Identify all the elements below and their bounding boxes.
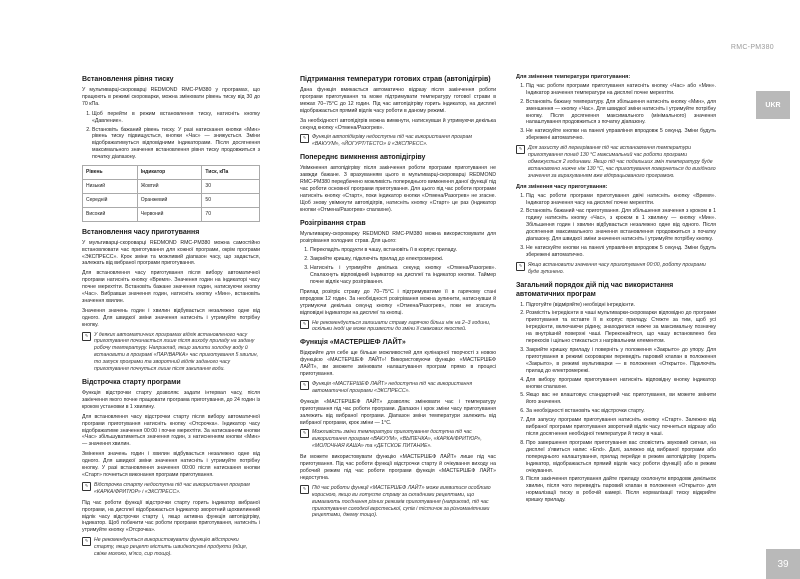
list-item: 2. Встановіть бажану температуру. Для збільшення натисніть кнопку «Мин», для зменшення — кнопку «Час». Для швидкої зміни натисніть і утримуйте потрібну кнопку. Після досягнення максимального (мінімального) значення налаштування продовжиться з початку діапазону.	[526, 99, 716, 127]
table-header: Індикатор	[137, 166, 202, 180]
note-text: Функція «МАСТЕРШЕФ ЛАЙТ» недоступна під час використання автоматичної програми «ЭКСПРЕСС».	[312, 381, 473, 394]
paragraph: Змінення значень годин і хвилин відбувається незалежно одне від одного. Для швидкої зміни значення натисніть і утримуйте потрібну кнопку. У разі встановлення значення 00:00 після натискання кнопки «Старт» почнеться виконання програми приготування.	[82, 451, 260, 478]
note	[516, 145, 716, 180]
note-text: Можливість зміни температури приготування доступна під час використання програм «ВАКУУМ», «ВЫПЕЧКА», «КАРКА/ФРИТЮР», «МОЛОЧНАЯ КАША» та «ДЕТСКОЕ ПИТАНИЕ».	[312, 429, 482, 450]
list-item: 7. Для запуску програми приготування натисніть кнопку «Старт». Залежно від вибраної програми приготування зворотний відлік часу почнеться відразу або після досягнення необхідної температури й тиску в чаші.	[526, 417, 716, 438]
list-item: 4. Для вибору програми приготування натисніть відповідну кнопку індикатор кнопки спалахне.	[526, 377, 716, 391]
note-icon: ✎	[300, 485, 309, 494]
table-row	[83, 193, 260, 207]
paragraph: Функція відстрочки старту дозволяє задати інтервал часу, після закінчення якого почне працювати програма приготування, до 24 годин із кроком установки в 1 хвилину.	[82, 390, 260, 410]
section-title: Розігрівання страв	[300, 219, 366, 227]
column-1	[82, 70, 260, 562]
paragraph: Прилад розігріє страву до 70–75°С і підтримуватиме її в гарячому стані впродовж 12 годин. За необхідності розігрівання можна зупинити, натиснувши й утримуючи декілька секунд кнопку «Отмена/Разогрев», поки не згаснуть відповідні індикатори на дисплеї та кнопці.	[300, 288, 496, 316]
note-icon: ✎	[300, 429, 309, 438]
note-text: Функція автопідігріву недоступна під час використання програм «ВАКУУМ», «ЙОГУРТ/ТЕСТО» й «ЭКСПРЕСС».	[312, 134, 472, 148]
list-item: 1. Під час роботи програми приготування двічі натисніть кнопку «Время». Індикатор значення часу на дисплеї почне мерехтіти.	[526, 193, 716, 207]
note-icon: ✎	[82, 482, 91, 491]
section-title: Встановлення часу приготування	[82, 228, 200, 236]
list-item: 1. Щоб перейти в режим встановлення тиску, натисніть кнопку «Давление».	[92, 111, 260, 125]
table-cell: Червоний	[137, 207, 202, 221]
section-title: Підтримання температури готових страв (автопідігрів)	[300, 76, 491, 83]
list-item: 2. Встановіть бажаний час приготування. Для збільшення значення з кроком в 1 годину натисніть кнопку «Час», з кроком в 1 хвилину — кнопку «Мин». Збільшення годин і хвилин відбувається незалежно одне від одного. Після досягнення максимального значення встановлення продовжиться з початку діапазону. Для швидкої зміни значення натисніть і утримуйте потрібну кнопку.	[526, 208, 716, 243]
table-header: Рівень	[83, 166, 138, 180]
column-3	[516, 70, 716, 507]
section-title: Попереднє вимкнення автопідігріву	[300, 154, 426, 162]
note-icon: ✎	[300, 320, 309, 329]
note-text: Не рекомендується залишати страву гарячою більш ніж на 2–3 години, оскільки іноді це може призвести до зміни її смакових якостей.	[312, 319, 491, 333]
list-item: 1. Перекладіть продукти в чашу, встановіть її в корпус приладу.	[310, 247, 496, 254]
page-header	[0, 0, 800, 62]
list-item: 2. Встановіть бажаний рівень тиску. У разі натискання кнопки «Мин» рівень тиску підвищується, кнопки «Час» — знижується. Зміни відображатимуться відповідними індикаторами. Після досягнення максимального значення встановлення рівня тиску продовжиться з початку діапазону.	[92, 127, 260, 162]
list-item: 1. Під час роботи програми приготування натисніть кнопку «Час» або «Мин». Індикатор значення температури на дисплеї почне мерехтіти.	[526, 83, 716, 97]
note-icon: ✎	[516, 262, 525, 271]
paragraph: Мультиварку-скороварку REDMOND RMC-PM380 можна використовувати для розігрівання холодних страв. Для цього:	[300, 230, 496, 244]
note	[300, 381, 496, 395]
table-cell: 70	[202, 207, 260, 221]
section-title: Відстрочка старту програми	[82, 379, 181, 386]
list-item: 3. Не натискуйте кнопки на панелі управління впродовж 5 секунд. Зміни будуть збережені автоматично.	[526, 128, 716, 142]
language-tab: UKR	[756, 91, 790, 119]
note-text: Для захисту від перегрівання під час встановлення температури приготування понад 130 °С максимальний час роботи програми обмежується 2 годинами. Якщо під час подальших змін температуру буде встановлено нижче ніж 130 °С, час приготування повернеться до вихідного значення за вирахуванням вже відпрацьованого програмою.	[528, 145, 716, 179]
note	[300, 320, 496, 334]
section-title: Загальний порядок дій під час використання автоматичних програм	[516, 281, 674, 298]
paragraph: Відкрийте для себе ще більше можливостей для кулінарної творчості з новою функцією «МАСТЕРШЕФ ЛАЙТ»! Використовуючи функцію «МАСТЕРШЕФ ЛАЙТ», ви зможете змінювати налаштування програм прямо в процесі приготування.	[300, 350, 496, 378]
list-item: 5. Якщо вас не влаштовує стандартний час приготування, ви можете змінити його значення.	[526, 392, 716, 406]
note	[82, 332, 260, 373]
steps-list	[516, 83, 716, 142]
note	[82, 482, 260, 496]
table-cell: Високий	[83, 207, 138, 221]
note	[300, 134, 496, 148]
steps-list	[516, 193, 716, 259]
note	[82, 537, 260, 558]
subsection-title: Для змінення температури приготування:	[516, 74, 631, 80]
table-cell: 30	[202, 179, 260, 193]
paragraph: Увімкнення автопідігріву після закінчення роботи програми приготування не завжди бажане. З врахуванням цього в мультиварці-скороварці REDMOND RMC-PM380 передбачено можливість попереднього вимкнення даної функції під час роботи основної програми приготування. Для цього під час роботи програми натисніть кнопку «Старт», поки індикатор кнопки «Отмена/Разогрев» не згасне. Щоб знову увімкнути автопідігрів, натисніть кнопку «Старт» це раз (індикатор кнопки «Отмена/Разогрев» спалахне).	[300, 165, 496, 213]
note	[516, 262, 716, 276]
list-item: 9. Після закінчення приготування дайте приладу охолонути впродовж декількох хвилин, після чого переведіть паровий клапан в положення «Открыто» для нормалізації тиску в робочій камері. Після нормалізації тиску відкрийте кришку приладу.	[526, 476, 716, 504]
note-text: Не рекомендується використовувати функцію відстрочки старту, якщо рецепт містить швидкопсувні продукти (яйця, свіже молоко, м'ясо, сир тощо).	[94, 537, 248, 558]
list-item: 3. Закрийте кришку приладу і поверніть у положення «Закрыто» до упору. Для приготування в режимі скороварки переведіть паровий клапан в положення «Закрыто», в режимі мультиварки — в положення «Открыто». Підключіть прилад до електромережі.	[526, 347, 716, 375]
steps-list	[516, 302, 716, 504]
table-cell: Середній	[83, 193, 138, 207]
table-row	[83, 207, 260, 221]
paragraph: Для встановлення часу приготування після вибору автоматичної програми натисніть кнопку «Время». Значення годин на індикаторі часу почне мерехтіти. Встановіть бажане значення годин, натискуючи кнопку «Час». Вибравши значення годин, натисніть кнопку «Мин», встановіть значення хвилин.	[82, 270, 260, 304]
note-icon: ✎	[82, 537, 91, 546]
paragraph: За необхідності автопідігрів можна вимкнути, натиснувши й утримуючи декілька секунд кнопку «Отмена/Разогрев».	[300, 117, 496, 131]
list-item: 8. Про завершення програми приготування вас сповістить звуковий сигнал, на дисплеї з'явиться напис «End». Далі, залежно від вибраної програми або попереднього налаштування, прилад перейде в режим автопідігріву (горить індикатор, відображається прямий відлік часу роботи функції) або в режим очікування.	[526, 440, 716, 475]
table-cell: 50	[202, 193, 260, 207]
note-text: Відстрочка старту недоступна під час використання програм «КАРКА/ФРИТЮР» і «ЭКСПРЕСС».	[94, 481, 250, 495]
paragraph: Функція «МАСТЕРШЕФ ЛАЙТ» дозволяє змінювати час і температуру приготування під час роботи програми. Діапазон і крок зміни часу приготування залежить від вибраної програми. Діапазон зміни температури залежить від вибраної програми, крок зміни — 1°С.	[300, 398, 496, 426]
page-number: 39	[766, 549, 800, 579]
list-item: 3. Не натискуйте кнопки на панелі управління впродовж 5 секунд. Зміни будуть збережені автоматично.	[526, 245, 716, 259]
list-item: 2. Розмістіть інгредієнти в чаші мультиварки-скороварки відповідно до програми приготування та вставте її в корпус приладу. Стежте за тим, щоб усі інгредієнти, включаючи рідину, знаходилися нижче за максимальну позначку на внутрішній поверхні чаші. Переконайтеся, що чашу встановлено без перекосів і щільно стикається з нагрівальним елементом.	[526, 310, 716, 345]
note-icon: ✎	[516, 145, 525, 154]
table-cell: Жовтий	[137, 179, 202, 193]
section-title: Встановлення рівня тиску	[82, 76, 174, 83]
table-row	[83, 179, 260, 193]
paragraph: Значення значень годин і хвилин відбувається незалежно одне від одного. Для швидкої зміни значення натисніть і утримуйте потрібну кнопку.	[82, 307, 260, 328]
note	[300, 429, 496, 450]
paragraph: Для встановлення часу відстрочки старту після вибору автоматичної програми приготування натисніть кнопку «Отсрочка». Індикатор часу відображатиме значення 00:00 і почне мерехтіти. За натисканням кнопки «Час» збільшуватиметься значення годин, з натисненням кнопки «Мин» — значення хвилин.	[82, 413, 260, 448]
paragraph: Дана функція вмикається автоматично відразу після закінчення роботи програми приготування та може підтримувати температуру готової страви в межах 70–75°С до 12 годин. Під час автопідігріву горить індикатор, на дисплеї відображається прямий відлік часу роботи в даному режимі.	[300, 87, 496, 114]
pressure-table	[82, 165, 260, 222]
table-cell: Оранжевий	[137, 193, 202, 207]
steps-list	[82, 111, 260, 161]
paragraph: Під час роботи функції відстрочки старту горить індикатор вибраної програми, на дисплеї відображається індикатор зворотний щохвилинний відлік часу відстрочки старту і, якщо активна функція автопідігріву, індикатор. Щоб побачити час роботи програми приготування, натисніть і утримуйте кнопку «Отсрочка».	[82, 499, 260, 534]
note-text: Під час роботи функції «МАСТЕРШЕФ ЛАЙТ» може виявитися особливо корисною, якщо ви готуєте страву за складними рецептами, що вимагають поєднання різних режимів приготування (наприклад, під час приготування солодкої верстеської, супів і тістичок за різноманітними рецептами, джему тощо).	[312, 484, 491, 519]
note-text: Якщо встановити значення часу приготування 00:00, роботу програми буде зупинено.	[528, 261, 706, 275]
note-icon: ✎	[82, 332, 91, 341]
list-item: 1. Підготуйте (відміряйте) необхідні інгредієнти.	[526, 302, 716, 309]
paragraph: Ви можете використовувати функцію «МАСТЕРШЕФ ЛАЙТ» лише під час приготування. Під час роботи функції відстрочки старту й очікування виходу на робочий режим під час роботи програми функція «МАСТЕРШЕФ ЛАЙТ» недоступна.	[300, 454, 496, 481]
section-title: Функція «МАСТЕРШЕФ ЛАЙТ»	[300, 339, 406, 347]
note-text: У деяких автоматичних програмах відлік встановленого часу приготування починається лише після виходу приладу на задану робочу температуру. Наприклад, якщо залити холодну воду й встановити в програмі «ПАР/ВАРКА» час приготування 5 хвилин, то запуск програми та зворотний відлік заданого часу приготування почнуться лише після закипання води.	[94, 331, 259, 373]
table-header: Тиск, кПа	[202, 166, 260, 180]
list-item: 6. За необхідності встановіть час відстрочки старту.	[526, 408, 716, 415]
subsection-title: Для змінення часу приготування:	[516, 183, 608, 190]
list-item: 3. Натисніть і утримуйте декілька секунд кнопку «Отмена/Разогрев». Спалахнуть відповідний індикатор на дисплеї та індикатор кнопки. Таймер почне відлік часу розігрівання.	[310, 265, 496, 286]
column-2	[300, 70, 496, 523]
model-label: RMC-PM380	[730, 44, 774, 51]
note-icon: ✎	[300, 134, 309, 143]
list-item: 2. Закрийте кришку, підключіть прилад до електромережі.	[310, 256, 496, 263]
steps-list	[300, 247, 496, 286]
note	[300, 485, 496, 520]
note-icon: ✎	[300, 381, 309, 390]
table-cell: Низький	[83, 179, 138, 193]
paragraph: У мультиварці-скороварці REDMOND RMC-PM380 у програмах, що працюють в режимі скороварки, можна змінювати рівень тиску від 30 до 70 кПа.	[82, 87, 260, 107]
paragraph: У мультиварці-скороварці REDMOND RMC-PM380 можна самостійно встановлювати час приготування для кожної програми, окрім програми «ЭКСПРЕСС». Крок зміни та можливий діапазон часу, що задається, залежать від вибраної програми приготування.	[82, 239, 260, 267]
